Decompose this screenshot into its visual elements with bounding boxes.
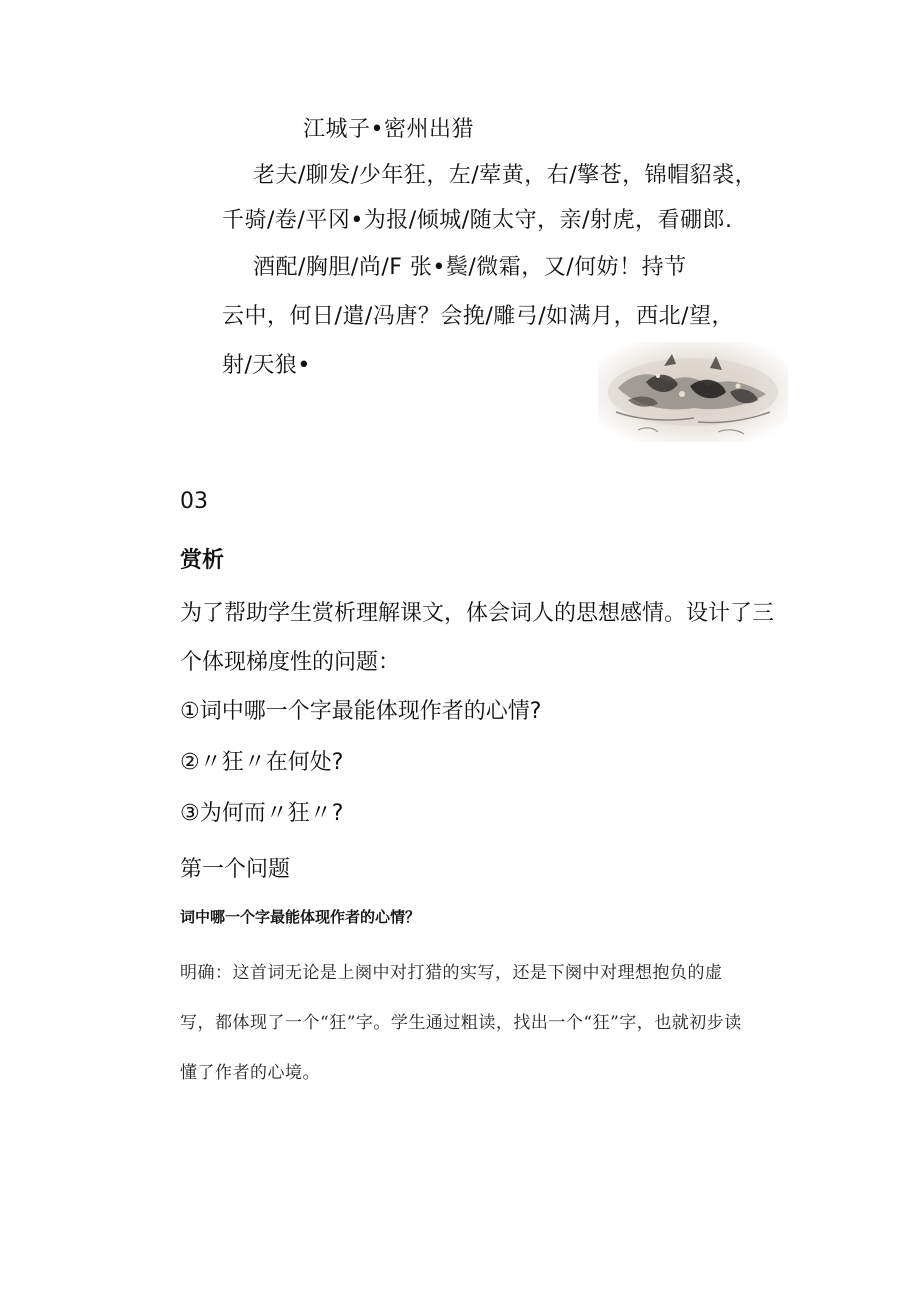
section-number: 03: [180, 489, 208, 514]
section-title: 赏析: [180, 548, 225, 573]
poem-line: 射/天狼•: [222, 353, 311, 378]
question-item: ①词中哪一个字最能体现作者的心情?: [180, 699, 542, 724]
poem-line: 酒配/胸胆/尚/F 张•鬓/微霜，又/何妨！持节: [253, 255, 687, 280]
ink-illustration: [598, 342, 788, 442]
question-item: ②〃狂〃在何处?: [180, 750, 344, 775]
intro-line: 为了帮助学生赏析理解课文，体会词人的思想感情。设计了三: [180, 601, 775, 626]
poem-line: 老夫/聊发/少年狂，左/荤黄，右/擎苍，锦帽貂裘，: [253, 163, 758, 188]
poem-line: 千骑/卷/平冈•为报/倾城/随太守，亲/射虎，看硼郎.: [222, 208, 733, 233]
poem-title: 江城子•密州出猎: [303, 117, 474, 142]
intro-line: 个体现梯度性的问题：: [180, 650, 401, 675]
answer-line: 懂了作者的心境。: [180, 1063, 320, 1083]
question-item: ③为何而〃狂〃?: [180, 801, 344, 826]
poem-line: 云中，何日/遣/冯唐？会挽/雕弓/如满月，西北/望，: [222, 304, 735, 329]
answer-line: 明确：这首词无论是上阕中对打猎的实写，还是下阕中对理想抱负的虚: [180, 963, 723, 983]
first-question-subheading: 词中哪一个字最能体现作者的心情？: [180, 908, 421, 926]
answer-line: 写，都体现了一个“狂”字。学生通过粗读，找出一个“狂”字，也就初步读: [180, 1013, 742, 1033]
first-question-label: 第一个问题: [180, 857, 291, 882]
